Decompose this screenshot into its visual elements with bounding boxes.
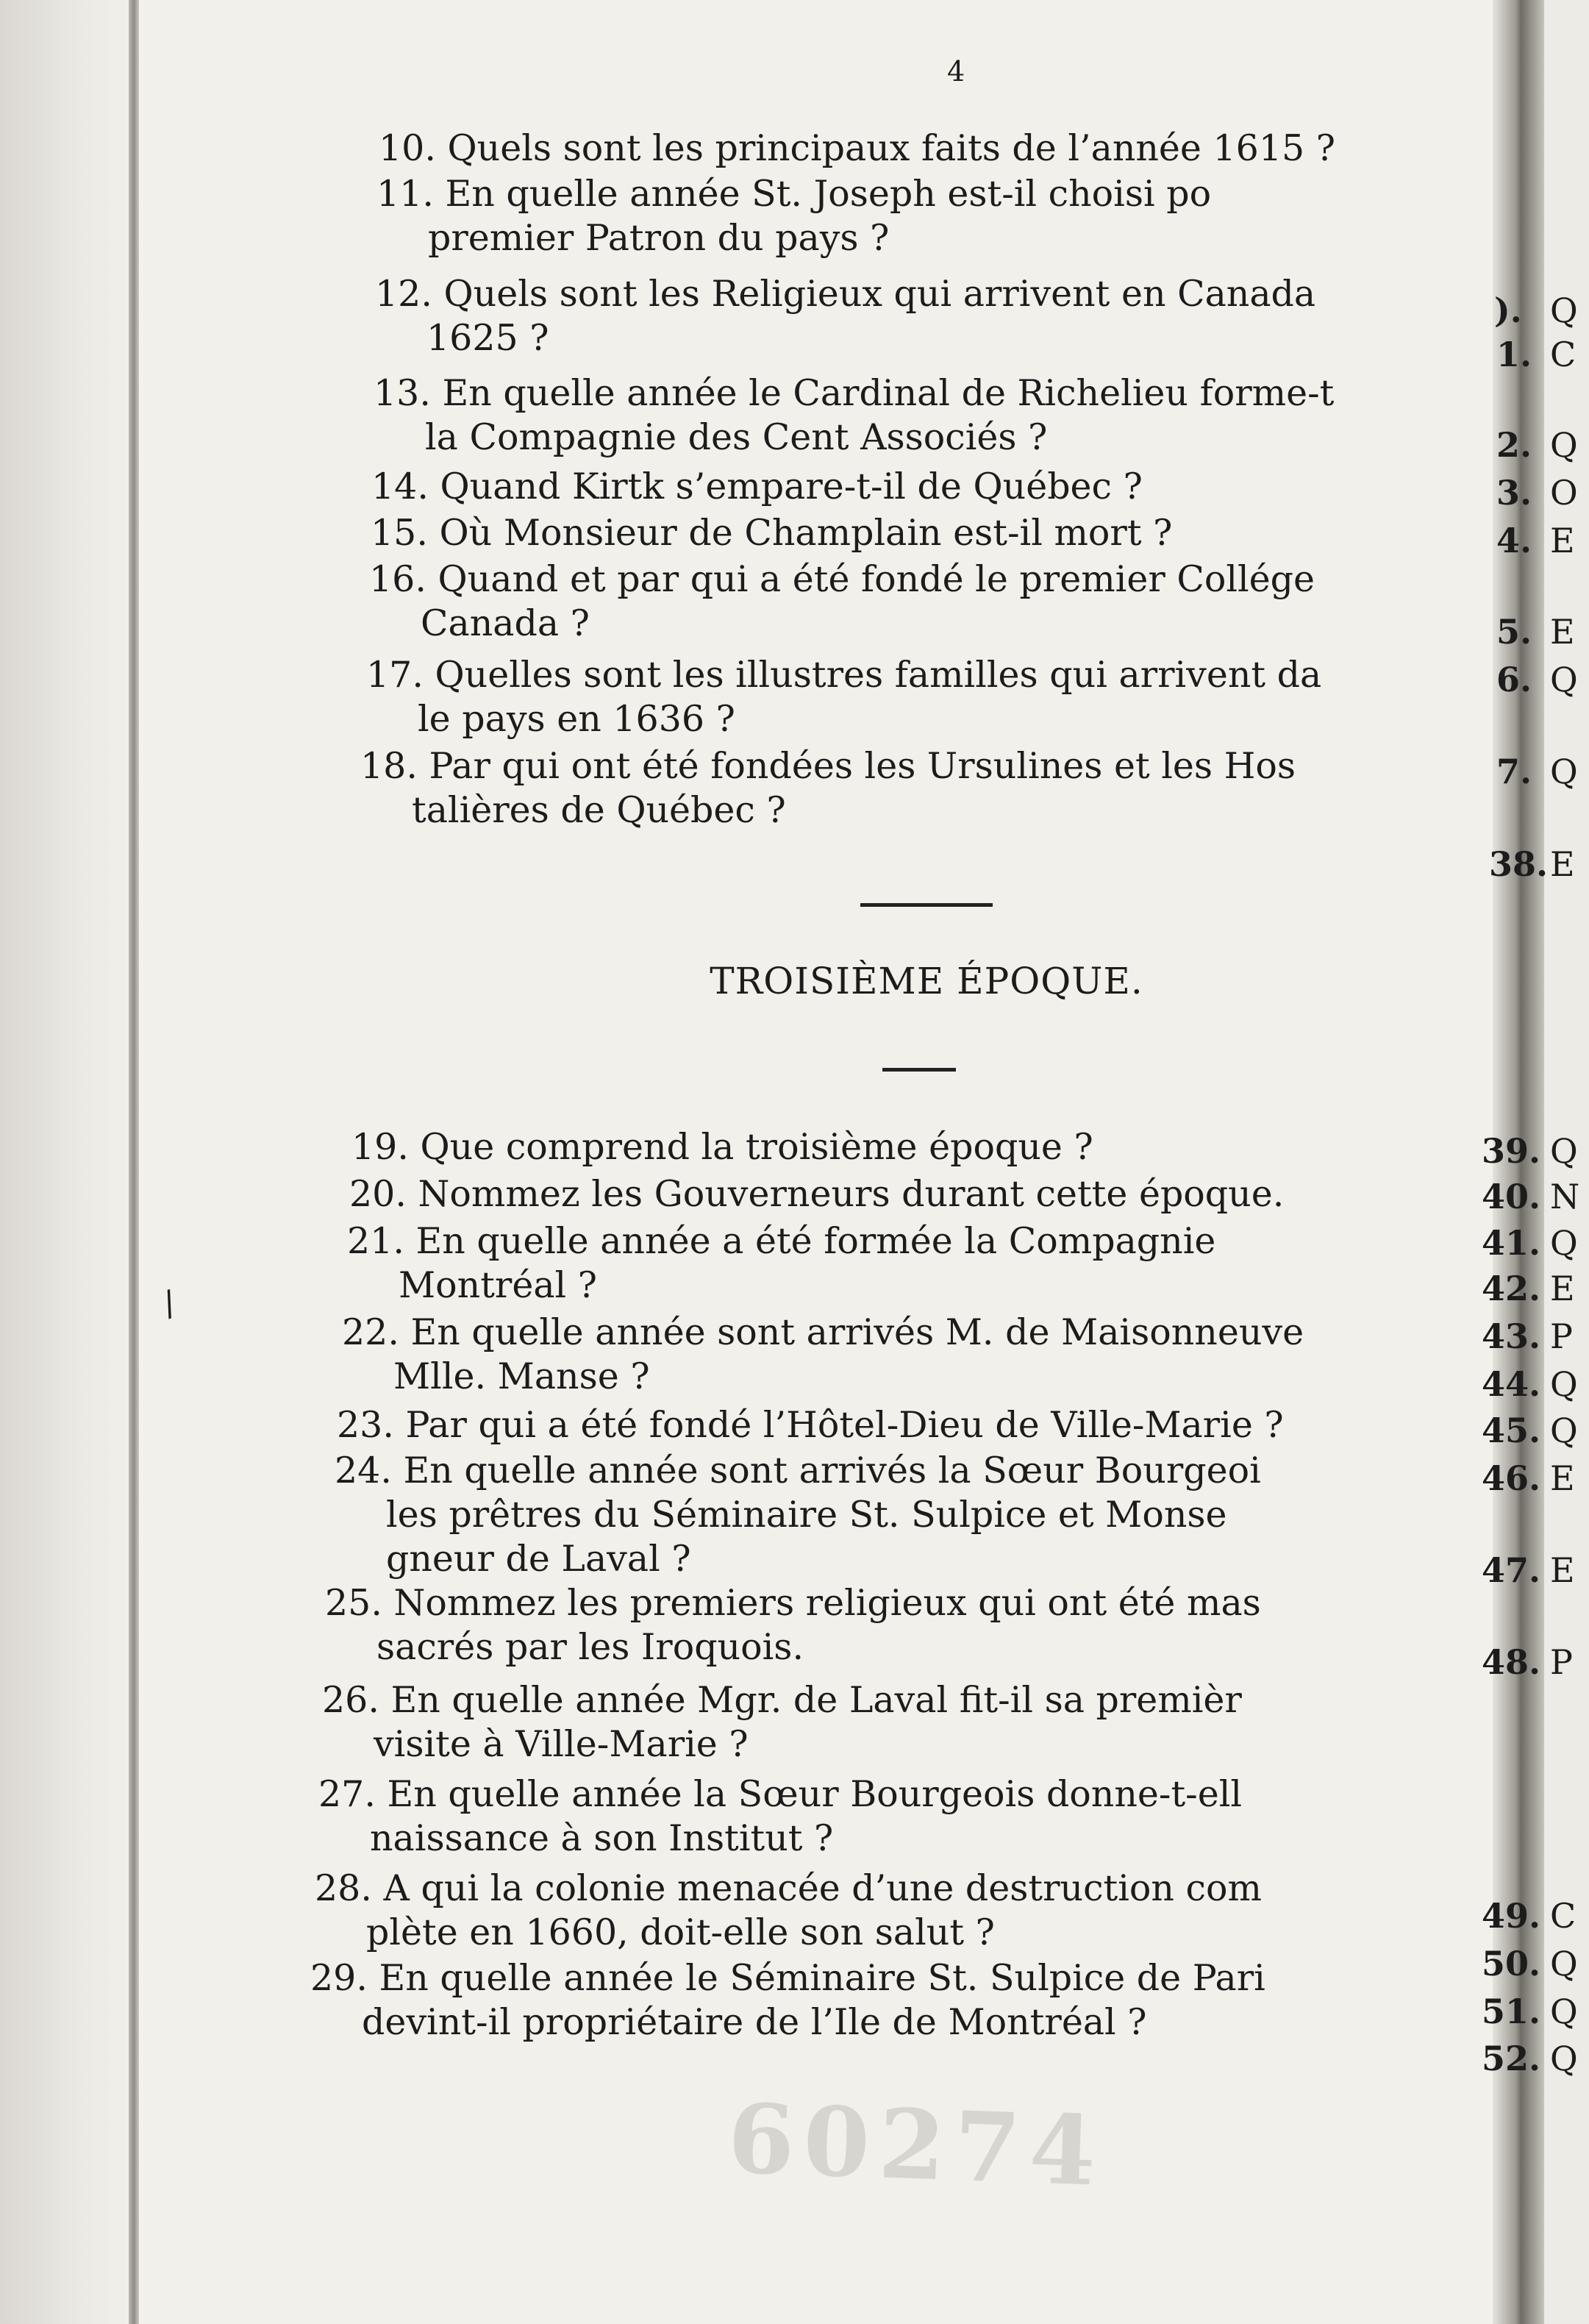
question-28 — [315, 1867, 1262, 1955]
facing-page-letter: Q — [1550, 1364, 1578, 1404]
library-stamp: 60274 — [726, 2082, 1107, 2208]
question-13 — [374, 371, 1334, 460]
facing-page-letter: Q — [1550, 1411, 1578, 1450]
question-text: Que comprend la troisième époque ? — [420, 1126, 1093, 1168]
question-number: 26. — [322, 1679, 379, 1721]
section-divider-bottom — [882, 1068, 956, 1072]
question-text: Quels sont les Religieux qui arrivent en Canada — [443, 273, 1316, 315]
question-text: Quand Kirtk s’empare-t-il de Québec ? — [440, 466, 1143, 507]
facing-page-letter: E — [1550, 612, 1575, 652]
question-29 — [310, 1956, 1265, 2045]
page-number: 4 — [947, 55, 965, 88]
facing-page-letter: O — [1550, 473, 1578, 513]
facing-page-number: 40. — [1482, 1177, 1541, 1216]
facing-page-number: 42. — [1482, 1269, 1541, 1308]
section-heading: TROISIÈME ÉPOQUE. — [710, 960, 1143, 1002]
question-27 — [318, 1772, 1242, 1861]
question-18 — [360, 744, 1296, 833]
question-number: 19. — [351, 1126, 409, 1168]
facing-page-number: 38. — [1489, 844, 1549, 884]
question-number: 12. — [375, 273, 432, 315]
facing-page-number: 43. — [1482, 1316, 1541, 1356]
question-21 — [347, 1219, 1215, 1308]
question-text-continued: 1625 ? — [426, 317, 549, 359]
question-text-continued: devint-il propriétaire de l’Ile de Montréal ? — [362, 2001, 1147, 2043]
question-number: 29. — [310, 1957, 368, 1999]
facing-page-letter: C — [1550, 1896, 1576, 1936]
question-number: 14. — [371, 466, 429, 507]
facing-page-letter: E — [1550, 1550, 1575, 1590]
question-text: A qui la colonie menacée d’une destruction com — [383, 1867, 1262, 1909]
facing-page-number: 39. — [1482, 1131, 1541, 1171]
facing-page-number: 45. — [1482, 1411, 1541, 1450]
question-number: 21. — [347, 1220, 404, 1262]
question-text-continued: plète en 1660, doit-elle son salut ? — [366, 1911, 995, 1953]
facing-page-letter: Q — [1550, 752, 1578, 791]
facing-page-number: 48. — [1482, 1642, 1541, 1682]
question-24 — [335, 1449, 1261, 1581]
question-17 — [366, 653, 1321, 741]
question-23 — [337, 1403, 1284, 1447]
question-20 — [349, 1172, 1284, 1216]
question-26 — [322, 1678, 1242, 1767]
facing-page-letter: E — [1550, 1269, 1575, 1308]
question-text: Par qui ont été fondées les Ursulines et les Hos — [429, 745, 1296, 787]
facing-page-letter: E — [1550, 521, 1575, 560]
question-number: 11. — [376, 173, 434, 215]
facing-page-number: 51. — [1482, 1992, 1541, 2031]
facing-page-letter: Q — [1550, 1992, 1578, 2031]
question-text: En quelle année Mgr. de Laval fit-il sa premièr — [390, 1679, 1242, 1721]
facing-page-letter: Q — [1550, 2039, 1578, 2078]
pencil-mark: / — [157, 1282, 182, 1325]
question-text: En quelle année sont arrivés M. de Maisonneuve — [410, 1311, 1304, 1353]
facing-page-number: 47. — [1482, 1550, 1541, 1590]
question-number: 17. — [366, 654, 424, 696]
facing-page-number: 49. — [1482, 1896, 1541, 1936]
question-text-continued: Mlle. Manse ? — [393, 1355, 650, 1397]
question-number: 16. — [369, 558, 426, 600]
facing-page-letter: Q — [1550, 1131, 1578, 1171]
facing-page-number: 50. — [1482, 1944, 1541, 1983]
facing-page-number: 3. — [1496, 473, 1532, 513]
question-14 — [371, 465, 1143, 509]
question-text-continued: talières de Québec ? — [412, 789, 786, 831]
question-number: 23. — [337, 1404, 394, 1446]
facing-page-number: 6. — [1496, 660, 1532, 699]
question-25 — [325, 1581, 1261, 1669]
facing-page-letter: N — [1550, 1177, 1580, 1216]
facing-page-number: 1. — [1496, 335, 1532, 374]
question-number: 22. — [342, 1311, 399, 1353]
question-12 — [375, 272, 1315, 360]
facing-page-letter: Q — [1550, 290, 1578, 330]
question-text-continued: sacrés par les Iroquois. — [376, 1626, 804, 1668]
question-19 — [351, 1125, 1093, 1169]
question-text-continued: gneur de Laval ? — [386, 1538, 691, 1580]
facing-page-number: 7. — [1496, 752, 1532, 791]
facing-page-letter: P — [1550, 1642, 1573, 1682]
question-text: En quelle année le Séminaire St. Sulpice de Pari — [379, 1957, 1265, 1999]
question-number: 18. — [360, 745, 418, 787]
question-text: Nommez les Gouverneurs durant cette époque. — [418, 1173, 1285, 1215]
facing-page-number: 52. — [1482, 2039, 1541, 2078]
question-text: Où Monsieur de Champlain est-il mort ? — [439, 512, 1173, 554]
question-10 — [379, 126, 1335, 171]
question-text: En quelle année sont arrivés la Sœur Bourgeoi — [403, 1450, 1261, 1491]
page-fold-shadow — [129, 0, 139, 2324]
question-text-continued: visite à Ville-Marie ? — [374, 1723, 749, 1765]
question-number: 24. — [335, 1450, 392, 1491]
question-text: En quelle année la Sœur Bourgeois donne-t-ell — [387, 1773, 1243, 1815]
question-text-continued: les prêtres du Séminaire St. Sulpice et Monse — [386, 1494, 1227, 1536]
facing-page-letter: Q — [1550, 1944, 1578, 1983]
facing-page-number: ). — [1494, 290, 1522, 330]
question-text-continued: la Compagnie des Cent Associés ? — [425, 416, 1048, 458]
facing-page-number: 44. — [1482, 1364, 1541, 1404]
question-text: Nommez les premiers religieux qui ont été mas — [393, 1582, 1261, 1624]
facing-page-letter: E — [1550, 1458, 1575, 1498]
question-text: En quelle année a été formée la Compagnie — [415, 1220, 1216, 1262]
question-text: Quels sont les principaux faits de l’année 1615 ? — [447, 127, 1336, 169]
question-number: 15. — [371, 512, 428, 554]
question-number: 28. — [315, 1867, 372, 1909]
facing-page-letter: E — [1550, 844, 1575, 884]
facing-page-number: 4. — [1496, 521, 1532, 560]
facing-page-number: 5. — [1496, 612, 1532, 652]
question-text-continued: naissance à son Institut ? — [370, 1817, 834, 1859]
question-number: 25. — [325, 1582, 382, 1624]
facing-page-letter: Q — [1550, 660, 1578, 699]
question-number: 13. — [374, 372, 431, 414]
facing-page-letter: P — [1550, 1316, 1573, 1356]
question-text: En quelle année St. Joseph est-il choisi po — [445, 173, 1212, 215]
facing-page-letter: C — [1550, 335, 1576, 374]
question-text: En quelle année le Cardinal de Richelieu forme-t — [442, 372, 1335, 414]
question-text-continued: le pays en 1636 ? — [418, 698, 735, 740]
left-page-margin — [0, 0, 143, 2324]
question-22 — [342, 1311, 1304, 1399]
question-text: Quelles sont les illustres familles qui arrivent da — [435, 654, 1322, 696]
question-number: 20. — [349, 1173, 407, 1215]
facing-page-letter: Q — [1550, 425, 1578, 465]
facing-page-number: 46. — [1482, 1458, 1541, 1498]
question-text: Quand et par qui a été fondé le premier Collége — [438, 558, 1315, 600]
question-text-continued: premier Patron du pays ? — [428, 217, 890, 259]
facing-page-number: 2. — [1496, 425, 1532, 465]
facing-page-letter: Q — [1550, 1223, 1578, 1263]
question-16 — [369, 557, 1315, 646]
question-text: Par qui a été fondé l’Hôtel-Dieu de Ville-Marie ? — [405, 1404, 1284, 1446]
question-11 — [376, 172, 1211, 260]
question-number: 27. — [318, 1773, 376, 1815]
section-divider-top — [860, 903, 993, 907]
question-number: 10. — [379, 127, 436, 169]
question-text-continued: Montréal ? — [399, 1264, 598, 1306]
facing-page-number: 41. — [1482, 1223, 1541, 1263]
question-text-continued: Canada ? — [421, 602, 590, 644]
question-15 — [371, 511, 1172, 555]
